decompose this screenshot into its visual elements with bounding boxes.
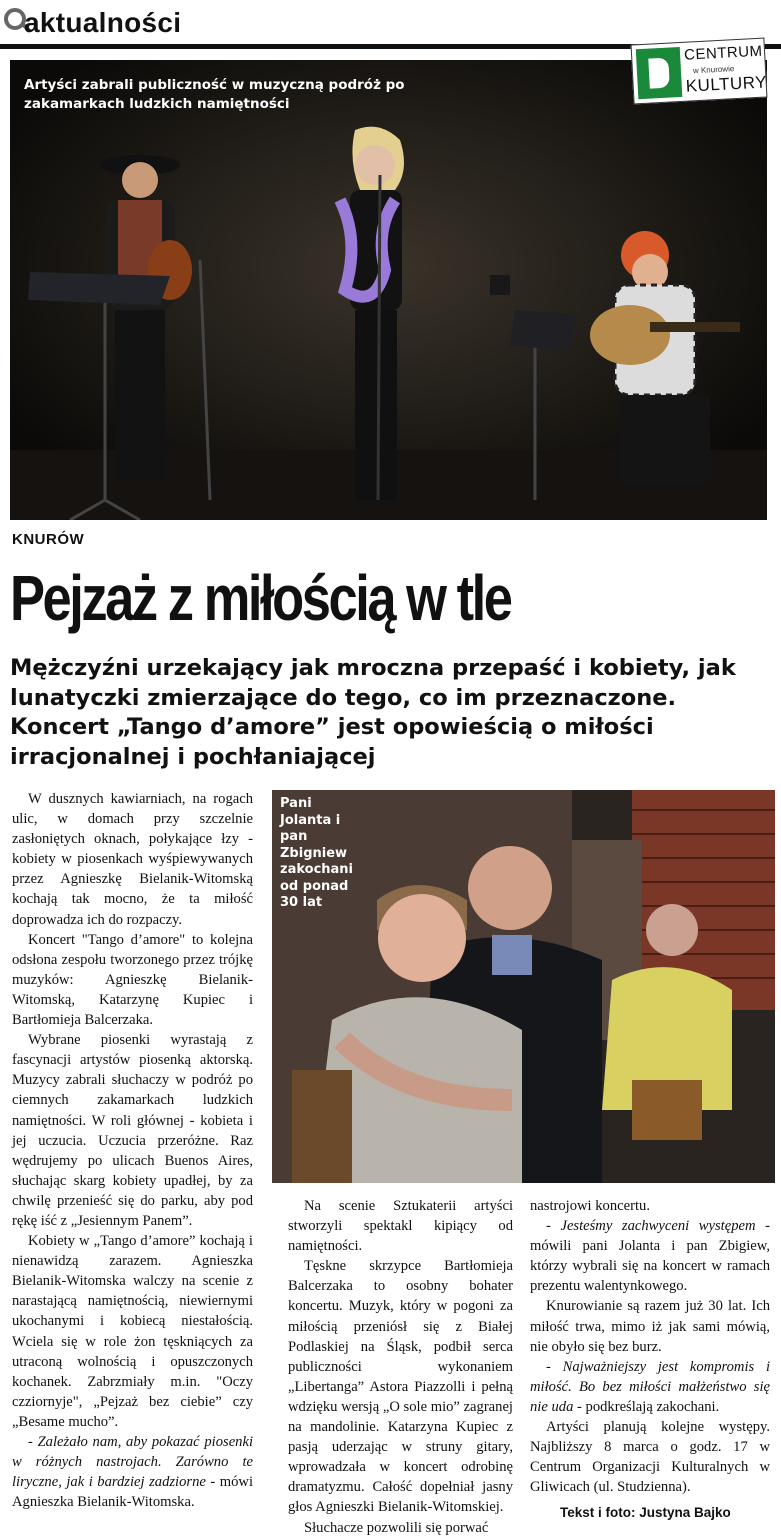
centrum-kultury-logo <box>631 38 768 105</box>
article-column-3 <box>530 1196 770 1497</box>
article-column-2 <box>288 1196 513 1538</box>
article-headline: Pejzaż z miłością w tle <box>10 562 511 634</box>
quote-attribution: - podkreślają zakochani. <box>573 1398 720 1415</box>
logo-line2: w Knurowie <box>692 64 735 76</box>
paragraph: Wybrane piosenki wyrastają z fascynacji artystów piosenką aktorską. Muzycy zabrali słuchaczy w podróż po ciemnych zakamarkach ludzkich namiętności. W roli głównej - kobieta i jej uczucia. Uczucia przeróżne. Raz wędrujemy po ulicach Buenos Aires, słuchając skarg kobiety upadłej, by za chwilę przenieść się do parku, aby pod rękę iść z „Jesiennym Panem”. <box>12 1032 253 1229</box>
concert-scene-illustration <box>10 60 767 520</box>
paragraph: Knurowianie są razem już 30 lat. Ich miłość trwa, mimo iż jak sami mówią, nie obyło się bez burz. <box>530 1298 770 1355</box>
article-lead: Mężczyźni urzekający jak mroczna przepaść i kobiety, jak lunatyczki zmierzające do tego, co im przeznaczone. Koncert „Tango d’amore” jest opowieścią o miłości irracjonalnej i pochłaniającej <box>10 655 736 770</box>
couple-photo <box>272 790 775 1183</box>
paragraph: W dusznych kawiarniach, na rogach ulic, w domach przy szczelnie zasłoniętych oknach, połykające łzy - kobiety w piosenkach wyśpiewywanych przez Agnieszkę Bielanik-Witomską kochają tak mocno, że ta miłość doprowadza ich do rozpaczy. <box>12 791 253 928</box>
author-credit: Tekst i foto: Justyna Bajko <box>560 1505 731 1520</box>
paragraph: Artyści planują kolejne występy. Najbliższy 8 marca o godz. 17 w Centrum Organizacji Kulturalnych w Gliwicach (ul. Studzienna). <box>530 1419 770 1496</box>
photo2-caption: Pani Jolanta i pan Zbigniew zakochani od ponad 30 lat <box>280 796 354 910</box>
concert-photo <box>10 60 767 520</box>
quote-paragraph <box>530 1357 770 1417</box>
paragraph: Na scenie Sztukaterii artyści stworzyli spektakl kipiący od namiętności. <box>288 1198 513 1255</box>
paragraph: nastrojowi koncertu. <box>530 1198 650 1214</box>
logo-line1: CENTRUM <box>683 42 763 64</box>
logo-line3: KULTURY <box>685 72 768 96</box>
paragraph: Słuchacze pozwolili się porwać <box>304 1519 489 1536</box>
paragraph: Kobiety w „Tango d’amore” kochają i nienawidzą zarazem. Agnieszka Bielanik-Witomska walczy na scenie z narastającą namiętnością, niewiernymi ukochanymi i kobiecą niestałością. Wciela się w role żon tęskniących za utraconą wolnością i opuszczonych kochanek. Zabrzmiały m.in. "Oczy czziornyje", „Pejzaż bez ciebie” czy „Besame mucho”. <box>12 1233 253 1430</box>
quote: - Najważniejszy jest kompromis i miłość. Bo bez miłości małżeństwo się nie uda <box>530 1358 770 1415</box>
logo-mark-icon <box>636 47 683 99</box>
quote-paragraph <box>12 1432 253 1512</box>
quote-attribution: - mówi Agnieszka Bielanik-Witomska. <box>12 1474 253 1511</box>
quote-paragraph <box>530 1216 770 1296</box>
quote: - Jesteśmy zachwyceni występem <box>546 1218 756 1235</box>
article-kicker: KNURÓW <box>12 531 85 548</box>
quote-attribution: - mówili pani Jolanta i pan Zbigiew, którzy wybrali się na koncert w ramach prezentu walentynkowego. <box>530 1218 770 1295</box>
quote: - Zależało nam, aby pokazać piosenki w różnych nastrojach. Zarówno te liryczne, jak i bardziej zadziorne <box>12 1434 253 1491</box>
hero-caption: Artyści zabrali publiczność w muzyczną podróż po zakamarkach ludzkich namiętności <box>24 77 405 112</box>
article-column-1 <box>12 789 253 1512</box>
paragraph: Koncert "Tango d’amore" to kolejna odsłona zespołu tworzonego przez trójkę muzyków: Agnieszkę Bielanik-Witomską, Katarzynę Kupiec i Bartłomieja Balcerzaka. <box>12 931 253 1029</box>
section-title: aktualności <box>24 7 182 38</box>
paragraph: Tęskne skrzypce Bartłomieja Balcerzaka to osobny bohater koncertu. Muzyk, który w pogoni za miłością przeniósł się z Białej Podlaskiej na Śląsk, podbił serca publiczności wykonaniem „Libertanga” Astora Piazzolli i pełną wdzięku wersją „O sole mio” zagranej na mandolinie. Katarzyna Kupiec z pasją uderzając w struny gitary, wprowadzała w koncert odrobinę dramatyzmu. Całość dopełniał jasny głos Agnieszki Bielanik-Witomskiej. <box>288 1258 513 1516</box>
